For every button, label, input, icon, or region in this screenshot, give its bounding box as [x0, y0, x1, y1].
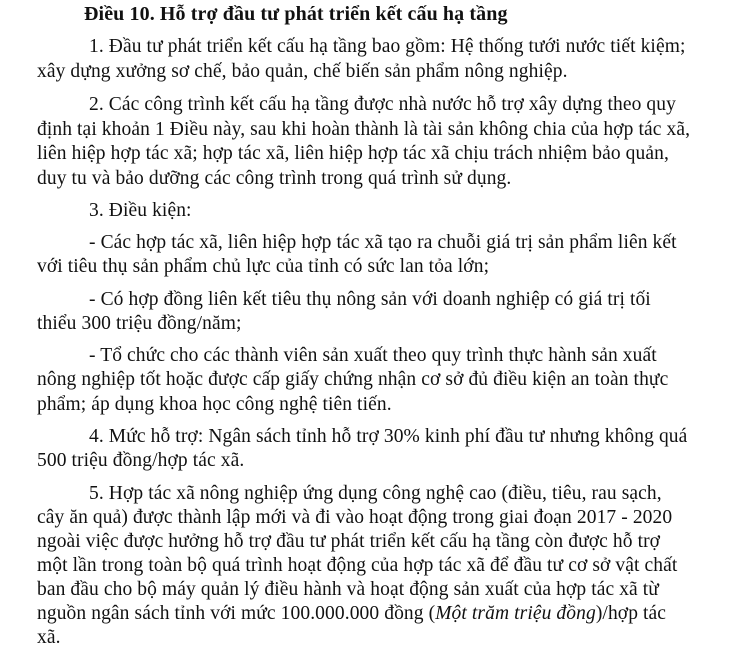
paragraph-2-line-3: liên hiệp hợp tác xã; hợp tác xã, liên hiệp hợp tác xã chịu trách nhiệm bảo quản,	[37, 143, 669, 164]
amount-suffix: )/hợp tác	[595, 603, 667, 624]
paragraph-5-line-6	[37, 602, 666, 626]
paragraph-5-line-5: ban đầu cho bộ máy quản lý điều hành và hoạt động sản xuất của hợp tác xã từ	[37, 579, 659, 600]
condition-a-line-2: với tiêu thụ sản phẩm chủ lực của tỉnh có sức lan tỏa lớn;	[37, 256, 490, 277]
paragraph-5-end: xã.	[37, 627, 61, 648]
paragraph-2-line-2: định tại khoản 1 Điều này, sau khi hoàn thành là tài sản không chia của hợp tác xã,	[37, 119, 691, 140]
paragraph-4-line-1: 4. Mức hỗ trợ: Ngân sách tỉnh hỗ trợ 30% kinh phí đầu tư nhưng không quá	[89, 426, 688, 447]
condition-c-line-2: nông nghiệp tốt hoặc được cấp giấy chứng nhận cơ sở đủ điều kiện an toàn thực	[37, 369, 669, 390]
paragraph-5-line-4: một lần trong toàn bộ quá trình hoạt động của hợp tác xã để đầu tư cơ sở vật chất	[37, 555, 678, 576]
paragraph-5-line-1: 5. Hợp tác xã nông nghiệp ứng dụng công nghệ cao (điều, tiêu, rau sạch,	[89, 483, 662, 504]
paragraph-5-line-2: cây ăn quả) được thành lập mới và đi vào hoạt động trong giai đoạn 2017 - 2020	[37, 507, 673, 528]
paragraph-1-line-2: xây dựng xưởng sơ chế, bảo quản, chế biến sản phẩm nông nghiệp.	[37, 61, 568, 82]
condition-c-line-3: phẩm; áp dụng khoa học công nghệ tiên tiến.	[37, 394, 392, 415]
amount-text: nguồn ngân sách tỉnh với mức 100.000.000 đồng (	[37, 603, 436, 624]
article-heading: Điều 10. Hỗ trợ đầu tư phát triển kết cấu hạ tầng	[84, 3, 508, 25]
condition-c-line-1: - Tổ chức cho các thành viên sản xuất theo quy trình thực hành sản xuất	[89, 345, 657, 366]
amount-in-words: Một trăm triệu đồng	[435, 603, 596, 624]
condition-b-line-2: thiểu 300 triệu đồng/năm;	[37, 313, 242, 334]
paragraph-2-line-4: duy tu và bảo dưỡng các công trình trong quá trình sử dụng.	[37, 168, 512, 189]
condition-b-line-1: - Có hợp đồng liên kết tiêu thụ nông sản với doanh nghiệp có giá trị tối	[89, 289, 651, 310]
paragraph-3-title: 3. Điều kiện:	[89, 200, 192, 221]
paragraph-1-line-1: 1. Đầu tư phát triển kết cấu hạ tầng bao gồm: Hệ thống tưới nước tiết kiệm;	[89, 36, 686, 57]
paragraph-4-line-2: 500 triệu đồng/hợp tác xã.	[37, 450, 245, 471]
paragraph-5-line-3: ngoài việc được hưởng hỗ trợ đầu tư phát triển kết cấu hạ tầng còn được hỗ trợ	[37, 531, 661, 552]
condition-a-line-1: - Các hợp tác xã, liên hiệp hợp tác xã tạo ra chuỗi giá trị sản phẩm liên kết	[89, 232, 677, 253]
paragraph-2-line-1: 2. Các công trình kết cấu hạ tầng được nhà nước hỗ trợ xây dựng theo quy	[89, 94, 676, 115]
